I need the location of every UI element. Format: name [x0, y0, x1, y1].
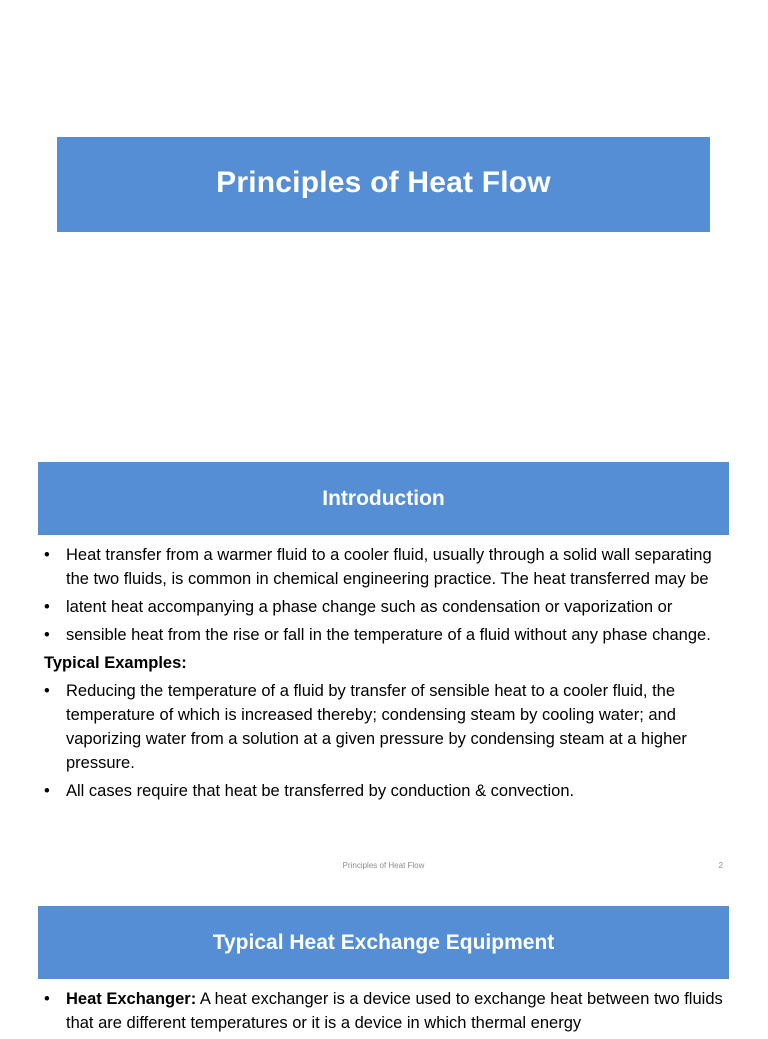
page-number: 2 — [718, 861, 723, 870]
bullet-text: Heat transfer from a warmer fluid to a cooler fluid, usually through a solid wall separating the two fluids, is common in chemical engineering practice. The heat transferred may be — [66, 546, 712, 588]
equipment-header — [38, 906, 729, 979]
equipment-header-text: Typical Heat Exchange Equipment — [212, 930, 555, 954]
bullet-text: All cases require that heat be transferred by conduction & convection. — [66, 782, 575, 800]
equipment-content — [44, 987, 734, 1039]
typical-examples-heading: Typical Examples: — [44, 654, 187, 672]
introduction-header-text: Introduction — [322, 486, 445, 510]
footer-title: Principles of Heat Flow — [342, 861, 425, 870]
title-banner — [57, 137, 710, 232]
heat-exchanger-term: Heat Exchanger: — [66, 990, 197, 1008]
bullet-item — [44, 779, 734, 803]
bullet-icon: • — [44, 598, 50, 616]
bullet-icon: • — [44, 626, 50, 644]
bullet-item — [44, 679, 734, 775]
bullet-text: latent heat accompanying a phase change such as condensation or vaporization or — [66, 598, 673, 616]
bullet-item — [44, 623, 734, 647]
introduction-header — [38, 462, 729, 535]
slide-title: Principles of Heat Flow — [216, 165, 551, 199]
bullet-item — [44, 543, 734, 591]
bullet-icon: • — [44, 682, 50, 700]
bullet-text: sensible heat from the rise or fall in the temperature of a fluid without any phase change. — [66, 626, 711, 644]
bullet-text: Reducing the temperature of a fluid by transfer of sensible heat to a cooler fluid, the temperature of which is increased thereby; condensing steam by cooling water; and vaporizing water from a solution at a given pressure by condensing steam at a higher pressure. — [66, 682, 687, 772]
bullet-text: A heat exchanger is a device used to exchange heat between two fluids that are different temperatures or it is a device in which thermal energy — [66, 990, 723, 1032]
bullet-icon: • — [44, 546, 50, 564]
bullet-icon: • — [44, 990, 50, 1008]
bullet-icon: • — [44, 782, 50, 800]
introduction-content — [44, 543, 734, 807]
bullet-item — [44, 595, 734, 619]
slide-footer — [38, 861, 729, 873]
bullet-item — [44, 987, 734, 1035]
